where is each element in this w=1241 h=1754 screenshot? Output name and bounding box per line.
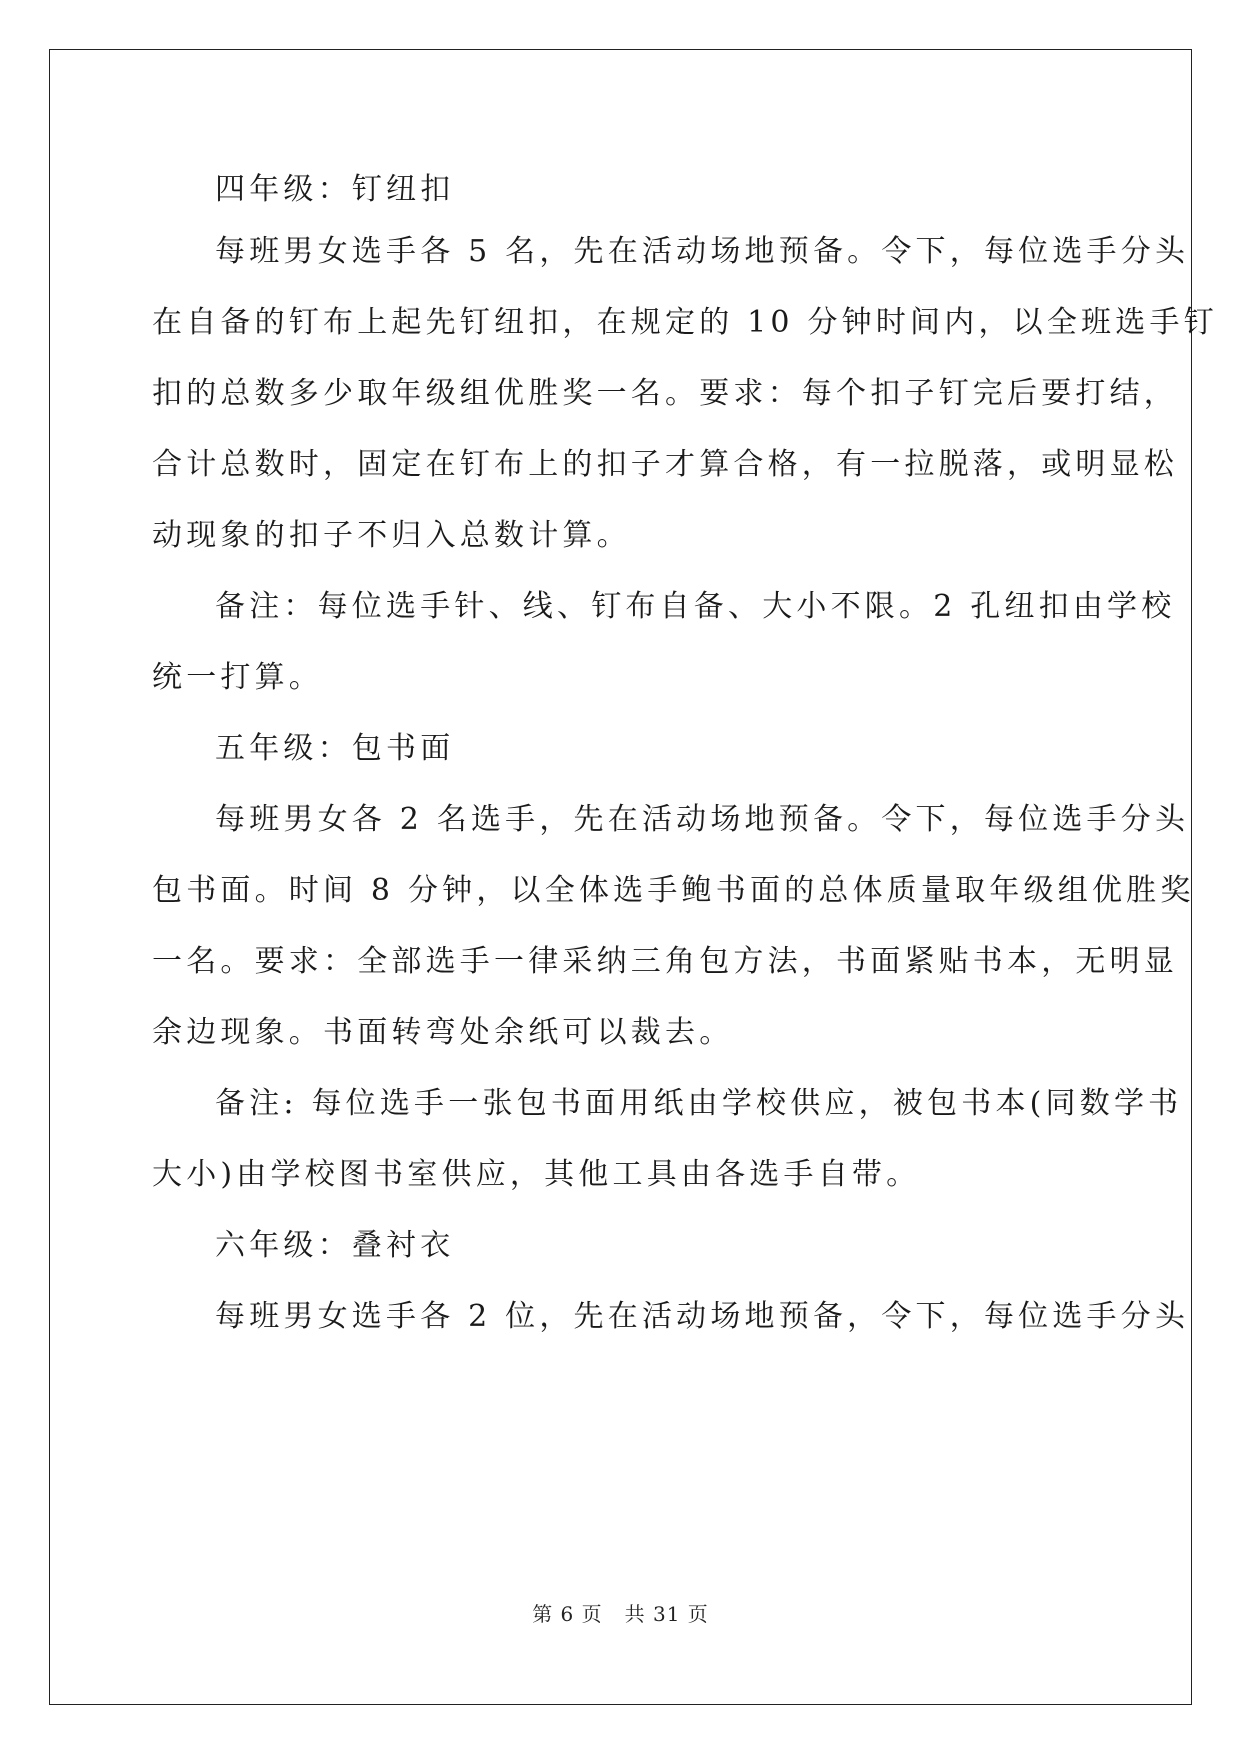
body-text-line: 合计总数时，固定在钉布上的扣子才算合格，有一拉脱落，或明显松 bbox=[152, 447, 1178, 482]
body-text-line: 一名。要求：全部选手一律采纳三角包方法，书面紧贴书本，无明显 bbox=[152, 944, 1178, 979]
note-text-line: 统一打算。 bbox=[152, 660, 323, 695]
section-heading-grade-5: 五年级：包书面 bbox=[215, 731, 455, 766]
body-text-line: 动现象的扣子不归入总数计算。 bbox=[152, 518, 631, 553]
body-text-line: 每班男女选手各 5 名，先在活动场地预备。令下，每位选手分头 bbox=[215, 234, 1190, 269]
body-text-line: 每班男女选手各 2 位，先在活动场地预备，令下，每位选手分头 bbox=[215, 1299, 1190, 1334]
section-heading-grade-4: 四年级：钉纽扣 bbox=[215, 172, 455, 207]
body-text-line: 每班男女各 2 名选手，先在活动场地预备。令下，每位选手分头 bbox=[215, 802, 1190, 837]
note-text-line: 大小)由学校图书室供应，其他工具由各选手自带。 bbox=[152, 1157, 921, 1192]
page-number-current: 第 6 页 bbox=[532, 1602, 603, 1626]
body-text-line: 扣的总数多少取年级组优胜奖一名。要求：每个扣子钉完后要打结， bbox=[152, 376, 1178, 411]
page-number-total: 共 31 页 bbox=[624, 1602, 709, 1626]
note-text-line: 备注：每位选手针、线、钉布自备、大小不限。2 孔纽扣由学校 bbox=[215, 589, 1176, 624]
body-text-line: 余边现象。书面转弯处余纸可以裁去。 bbox=[152, 1015, 734, 1050]
body-text-line: 包书面。时间 8 分钟，以全体选手鲍书面的总体质量取年级组优胜奖 bbox=[152, 873, 1195, 908]
body-text-line: 在自备的钉布上起先钉纽扣，在规定的 10 分钟时间内，以全班选手钉 bbox=[152, 305, 1218, 340]
section-heading-grade-6: 六年级：叠衬衣 bbox=[215, 1228, 455, 1263]
page-footer bbox=[0, 1601, 1241, 1627]
note-text-line: 备注: 每位选手一张包书面用纸由学校供应，被包书本(同数学书 bbox=[215, 1086, 1183, 1121]
